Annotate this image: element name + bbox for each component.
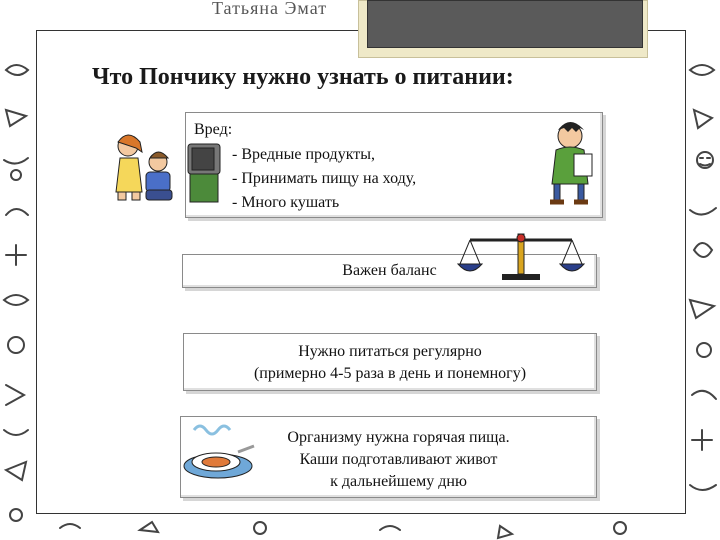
plate-soup-illustration <box>182 422 256 482</box>
harm-item: - Принимать пищу на ходу, <box>232 170 417 187</box>
harm-heading: Вред: <box>194 121 233 138</box>
harm-item: - Вредные продукты, <box>232 146 375 163</box>
slide-title: Что Пончику нужно узнать о питании: <box>92 64 514 90</box>
author-header: Татьяна Эмат <box>212 0 328 18</box>
scales-icon <box>456 230 586 282</box>
hot-food-line: к дальнейшему дню <box>330 473 467 490</box>
boy-eating-illustration <box>540 118 604 210</box>
kids-tv-illustration <box>108 128 224 206</box>
hot-food-line: Каши подготавливают живот <box>299 451 498 468</box>
video-thumbnail <box>367 0 643 48</box>
regular-eating-box <box>183 333 597 391</box>
regular-line: (примерно 4-5 раза в день и понемногу) <box>253 365 527 382</box>
regular-line: Нужно питаться регулярно <box>298 343 482 360</box>
hot-food-line: Организму нужна горячая пища. <box>287 429 510 446</box>
balance-text: Важен баланс <box>342 262 437 279</box>
harm-item: - Много кушать <box>232 194 340 211</box>
